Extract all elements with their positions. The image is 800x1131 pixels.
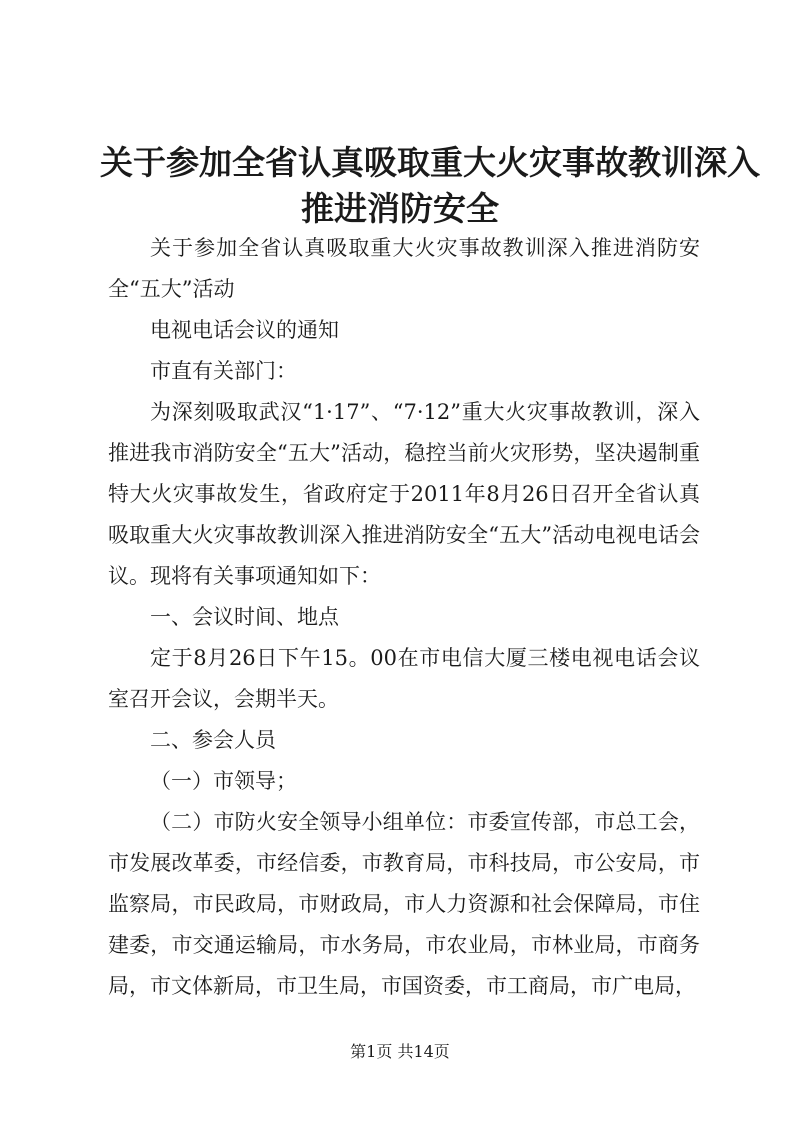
paragraph-time-place: 定于8月26日下午15。00在市电信大厦三楼电视电话会议室召开会议，会期半天。 [108, 646, 700, 711]
paragraph-subject-line-1: 关于参加全省认真吸取重大火灾事故教训深入推进消防安全“五大”活动 [108, 236, 700, 301]
document-body [108, 228, 700, 1007]
paragraph-city-leaders: （一）市领导； [150, 769, 297, 793]
document-title-line-2: 推进消防安全 [301, 189, 499, 228]
document-title-line-1: 关于参加全省认真吸取重大火灾事故教训深入 [100, 143, 760, 182]
section-heading-attendees: 二、参会人员 [150, 728, 276, 752]
paragraph-member-units: （二）市防火安全领导小组单位：市委宣传部，市总工会，市发展改革委，市经信委，市教育局，市科技局，市公安局，市监察局，市民政局，市财政局，市人力资源和社会保障局，市住建委，市交通运输局，市水务局，市农业局，市林业局，市商务局，市文体新局，市卫生局，市国资委，市工商局，市广电局， [108, 810, 700, 998]
section-heading-time-place: 一、会议时间、地点 [150, 605, 339, 629]
page-footer: 第1页 共14页 [350, 1042, 450, 1061]
paragraph-intro: 为深刻吸取武汉“1·17”、“7·12”重大火灾事故教训，深入推进我市消防安全“五大”活动，稳控当前火灾形势，坚决遏制重特大火灾事故发生，省政府定于2011年8月26日召开全省认真吸取重大火灾事故教训深入推进消防安全“五大”活动电视电话会议。现将有关事项通知如下： [108, 400, 700, 588]
paragraph-addressee: 市直有关部门： [150, 359, 297, 383]
paragraph-subject-line-2: 电视电话会议的通知 [150, 318, 339, 342]
